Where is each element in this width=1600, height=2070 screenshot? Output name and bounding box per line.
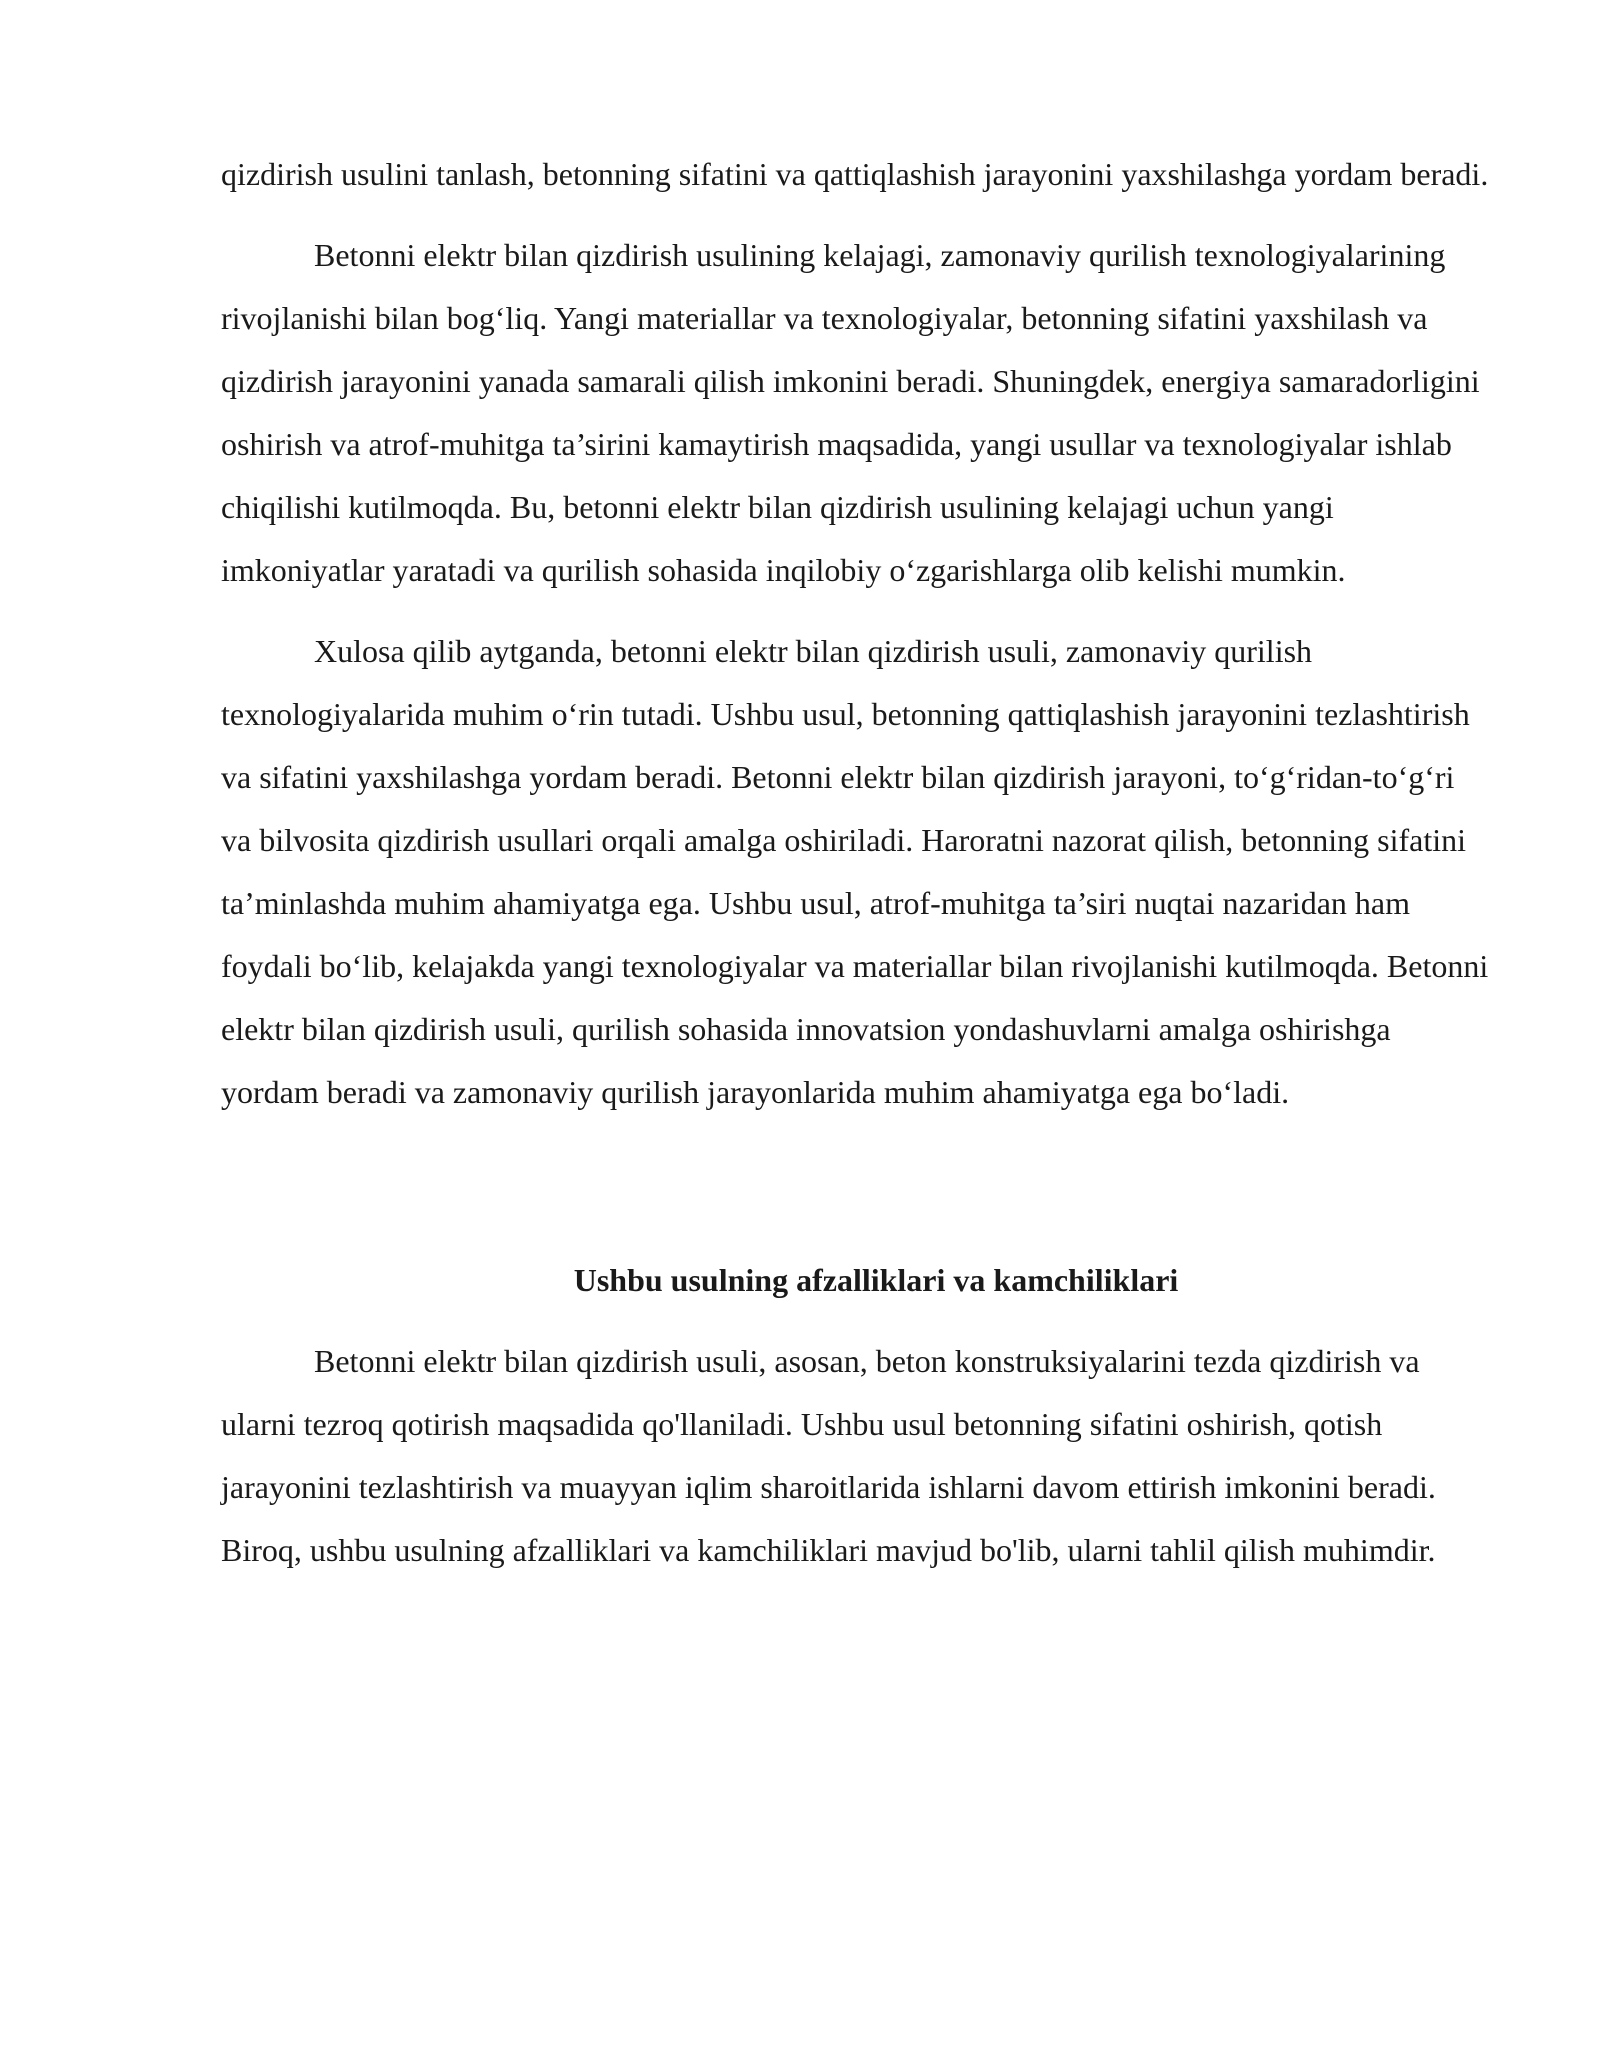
paragraph-continuation: qizdirish usulini tanlash, betonning sifatini va qattiqlashish jarayonini yaxshilashga yordam beradi. <box>221 156 1489 192</box>
document-body <box>221 143 1491 1582</box>
paragraph-conclusion: Xulosa qilib aytganda, betonni elektr bilan qizdirish usuli, zamonaviy qurilish texnologiyalarida muhim o‘rin tutadi. Ushbu usul, betonning qattiqlashish jarayonini tezlashtirish va sifatini yaxshilashga yordam beradi. Betonni elektr bilan qizdirish jarayoni, to‘g‘ridan-to‘g‘ri va bilvosita qizdirish usullari orqali amalga oshiriladi. Haroratni nazorat qilish, betonning sifatini ta’minlashda muhim ahamiyatga ega. Ushbu usul, atrof-muhitga ta’siri nuqtai nazaridan ham foydali bo‘lib, kelajakda yangi texnologiyalar va materiallar bilan rivojlanishi kutilmoqda. Betonni elektr bilan qizdirish usuli, qurilish sohasida innovatsion yondashuvlarni amalga oshirishga yordam beradi va zamonaviy qurilish jarayonlarida muhim ahamiyatga ega bo‘ladi. <box>221 633 1489 1110</box>
paragraph-future: Betonni elektr bilan qizdirish usulining kelajagi, zamonaviy qurilish texnologiyalarining rivojlanishi bilan bog‘liq. Yangi materiallar va texnologiyalar, betonning sifatini yaxshilash va qizdirish jarayonini yanada samarali qilish imkonini beradi. Shuningdek, energiya samaradorligini oshirish va atrof-muhitga ta’sirini kamaytirish maqsadida, yangi usullar va texnologiyalar ishlab chiqilishi kutilmoqda. Bu, betonni elektr bilan qizdirish usulining kelajagi uchun yangi imkoniyatlar yaratadi va qurilish sohasida inqilobiy o‘zgarishlarga olib kelishi mumkin. <box>221 237 1480 588</box>
section-heading: Ushbu usulning afzalliklari va kamchiliklari <box>573 1262 1179 1298</box>
paragraph-section-intro: Betonni elektr bilan qizdirish usuli, asosan, beton konstruksiyalarini tezda qizdirish va ularni tezroq qotirish maqsadida qo'llaniladi. Ushbu usul betonning sifatini oshirish, qotish jarayonini tezlashtirish va muayyan iqlim sharoitlarida ishlarni davom ettirish imkonini beradi. Biroq, ushbu usulning afzalliklari va kamchiliklari mavjud bo'lib, ularni tahlil qilish muhimdir. <box>221 1343 1436 1568</box>
